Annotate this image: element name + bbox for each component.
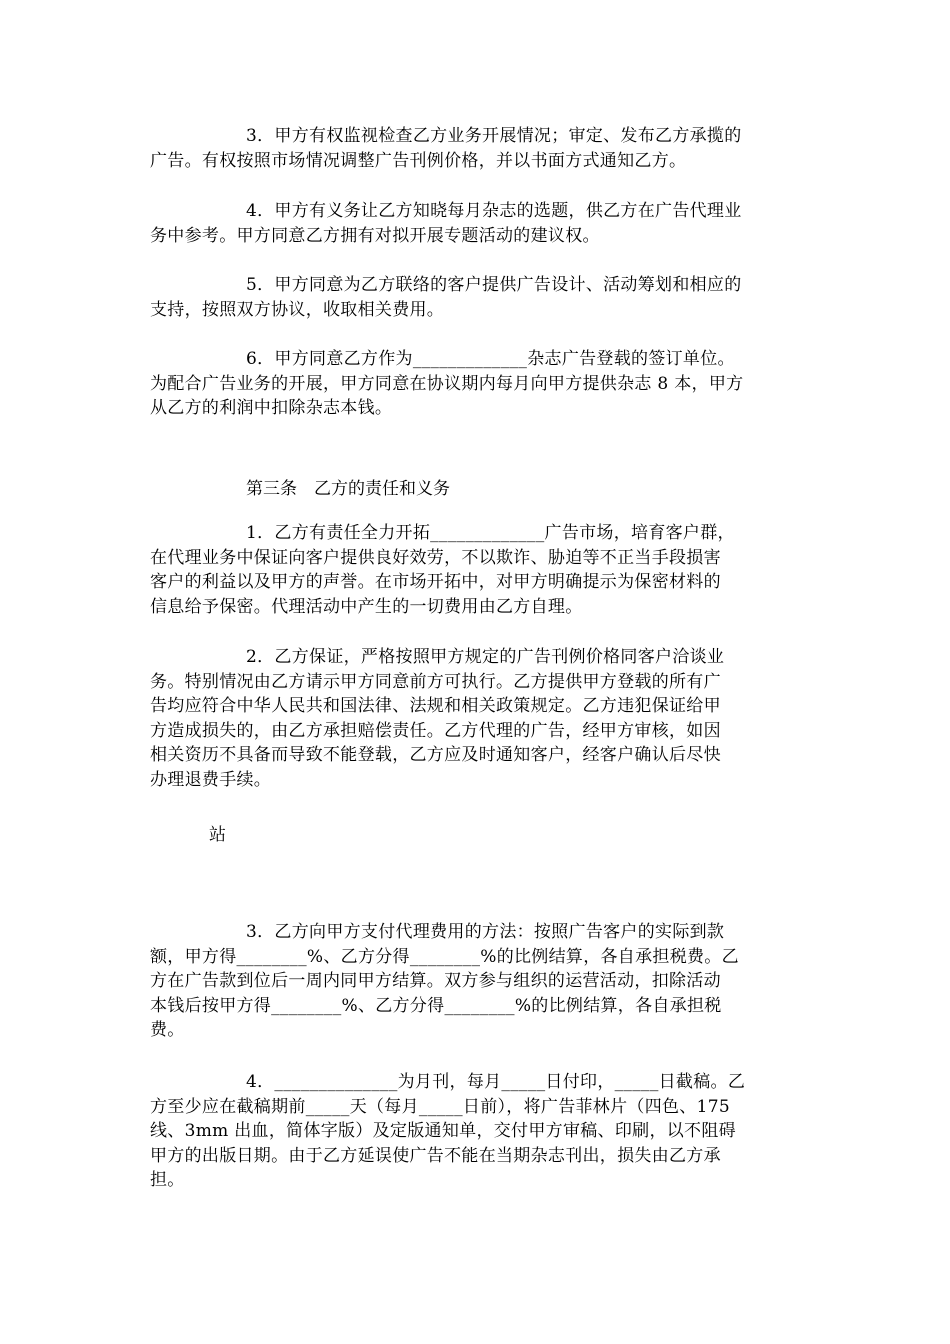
stray-character: 站 [209,825,226,845]
text-line: 2．乙方保证，严格按照甲方规定的广告刊例价格同客户洽谈业 [246,647,725,667]
text-line: 为配合广告业务的开展，甲方同意在协议期内每月向甲方提供杂志 8 本，甲方 [150,373,744,394]
text-line: 办理退费手续。 [150,769,272,790]
text-line: 担。 [150,1170,185,1190]
text-line: 本钱后按甲方得________%、乙方分得________%的比例结算，各自承担税 [150,995,722,1016]
text-line: 信息给予保密。代理活动中产生的一切费用由乙方自理。 [150,596,583,617]
text-line: 额，甲方得________%、乙方分得________%的比例结算，各自承担税费。乙 [150,946,739,967]
text-line: 务。特别情况由乙方请示甲方同意前方可执行。乙方提供甲方登载的所有广 [150,671,721,692]
text-line: 甲方的出版日期。由于乙方延误使广告不能在当期杂志刊出，损失由乙方承 [150,1145,721,1166]
text-line: 5．甲方同意为乙方联络的客户提供广告设计、活动筹划和相应的 [246,275,742,295]
text-line: 线、3mm 出血，简体字版）及定版通知单，交付甲方审稿、印刷，以不阻碍 [150,1121,736,1141]
text-line: 支持，按照双方协议，收取相关费用。 [150,299,445,320]
text-line: 3．甲方有权监视检查乙方业务开展情况；审定、发布乙方承揽的 [246,126,742,146]
text-line: 费。 [150,1020,185,1040]
text-line: 6．甲方同意乙方作为_____________杂志广告登载的签订单位。 [246,349,735,369]
text-line: 方在广告款到位后一周内同甲方结算。双方参与组织的运营活动，扣除活动 [150,971,721,991]
article-3-heading: 第三条 乙方的责任和义务 [246,479,450,499]
text-line: 广告。有权按照市场情况调整广告刊例价格，并以书面方式通知乙方。 [150,150,687,171]
text-line: 方至少应在截稿期前_____天（每月_____日前），将广告菲林片（四色、175 [150,1096,730,1117]
text-line: 3．乙方向甲方支付代理费用的方法：按照广告客户的实际到款 [246,922,725,942]
text-line: 务中参考。甲方同意乙方拥有对拟开展专题活动的建议权。 [150,225,600,246]
text-line: 4．______________为月刊，每月_____日付印，_____日截稿。乙 [246,1072,746,1092]
text-line: 在代理业务中保证向客户提供良好效劳，不以欺诈、胁迫等不正当手段损害 [150,547,721,568]
clause-3-1 [150,521,800,619]
clause-3-4 [150,1070,800,1193]
text-line: 4．甲方有义务让乙方知晓每月杂志的选题，供乙方在广告代理业 [246,201,742,221]
text-line: 从乙方的利润中扣除杂志本钱。 [150,398,393,418]
clause-2-4 [150,199,800,248]
clause-2-5 [150,273,800,322]
clause-2-6 [150,347,800,421]
text-line: 告均应符合中华人民共和国法律、法规和相关政策规定。乙方违犯保证给甲 [150,696,721,716]
clause-3-3 [150,920,800,1043]
text-line: 相关资历不具备而导致不能登载，乙方应及时通知客户，经客户确认后尽快 [150,745,721,765]
text-line: 方造成损失的，由乙方承担赔偿责任。乙方代理的广告，经甲方审核，如因 [150,720,721,741]
text-line: 客户的利益以及甲方的声誉。在市场开拓中，对甲方明确提示为保密材料的 [150,572,721,592]
clause-2-3 [150,124,800,173]
text-line: 1．乙方有责任全力开拓_____________广告市场，培育客户群， [246,523,735,543]
clause-3-2 [150,645,800,792]
